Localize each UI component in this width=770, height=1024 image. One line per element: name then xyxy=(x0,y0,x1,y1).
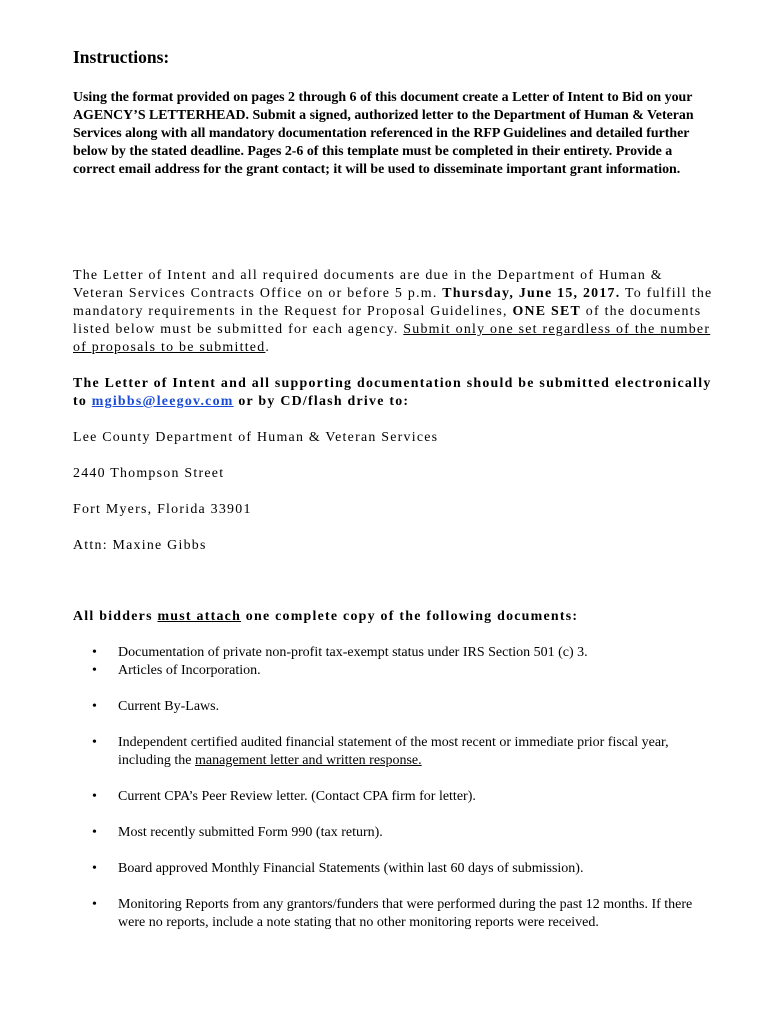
bullet-icon: • xyxy=(92,789,97,804)
instructions-paragraph: Using the format provided on pages 2 through 6 of this document create a Letter of Intent to Bid on your AGENCY’S LETTERHEAD. Submit a signed, authorized letter to the Department of Human & Veteran Services along with all mandatory documentation referenced in the RFP Guidelines and detailed further below by the stated deadline. Pages 2-6 of this template must be completed in their entirety. Provide a correct email address for the grant contact; it will be used to disseminate important grant information. xyxy=(73,90,694,177)
list-item xyxy=(92,644,712,662)
bullet-icon: • xyxy=(92,663,97,678)
list-item-text: Articles of Incorporation. xyxy=(118,663,261,678)
submission-instructions xyxy=(73,375,713,411)
submission-text-after: or by CD/flash drive to: xyxy=(233,394,410,409)
bullet-icon: • xyxy=(92,861,97,876)
list-item-text: Board approved Monthly Financial Statements (within last 60 days of submission). xyxy=(118,861,584,876)
list-item xyxy=(92,788,712,806)
submit-one-set-note: Submit only one set regardless of the number of proposals to be submitted xyxy=(73,322,711,355)
list-item-text: Current By-Laws. xyxy=(118,699,220,714)
list-item-text: Current CPA’s Peer Review letter. (Contact CPA firm for letter). xyxy=(118,789,476,804)
due-text-3: of the documents listed below must be submitted for each agency. xyxy=(73,304,702,337)
list-item-text: Monitoring Reports from any grantors/funders that were performed during the past 12 months. If there were no reports, include a note stating that no other monitoring reports were received. xyxy=(118,897,693,930)
list-item xyxy=(92,860,712,878)
list-item-text: Most recently submitted Form 990 (tax return). xyxy=(118,825,383,840)
bullet-icon: • xyxy=(92,825,97,840)
list-item-text: Documentation of private non-profit tax-exempt status under IRS Section 501 (c) 3. xyxy=(118,645,588,660)
bullet-icon: • xyxy=(92,699,97,714)
bidders-requirement xyxy=(73,608,578,626)
due-text-1: The Letter of Intent and all required documents are due in the Department of Human & Veteran Services Contracts Office on or before 5 p.m. xyxy=(73,268,663,301)
due-date-paragraph xyxy=(73,267,713,357)
submission-text-before: The Letter of Intent and all supporting documentation should be submitted electronically to xyxy=(73,376,712,409)
address-line-attn: Attn: Maxine Gibbs xyxy=(73,538,207,553)
deadline-text: Thursday, June 15, 2017. xyxy=(442,286,621,301)
one-set-text: ONE SET xyxy=(512,304,582,319)
address-line-city: Fort Myers, Florida 33901 xyxy=(73,502,252,517)
list-item xyxy=(92,662,712,680)
bidders-text-before: All bidders xyxy=(73,609,158,624)
bullet-icon: • xyxy=(92,897,97,912)
list-item-text: Independent certified audited financial statement of the most recent or immediate prior fiscal year, including the xyxy=(118,735,669,768)
bullet-icon: • xyxy=(92,645,97,660)
list-item xyxy=(92,698,712,716)
address-line-street: 2440 Thompson Street xyxy=(73,466,225,481)
list-item xyxy=(92,734,712,770)
address-line-department: Lee County Department of Human & Veteran Services xyxy=(73,430,439,445)
instructions-heading: Instructions: xyxy=(73,47,170,67)
due-text-end: . xyxy=(265,340,271,355)
management-letter-text: management letter and written response. xyxy=(195,753,422,768)
contact-email-link[interactable]: mgibbs@leegov.com xyxy=(91,394,234,409)
list-item xyxy=(92,896,712,932)
list-item xyxy=(92,824,712,842)
bidders-text-after: one complete copy of the following documents: xyxy=(241,609,579,624)
due-text-2: To fulfill the mandatory requirements in the Request for Proposal Guidelines, xyxy=(73,286,713,319)
bullet-icon: • xyxy=(92,735,97,750)
must-attach-text: must attach xyxy=(157,609,242,624)
required-documents-list xyxy=(92,644,712,932)
